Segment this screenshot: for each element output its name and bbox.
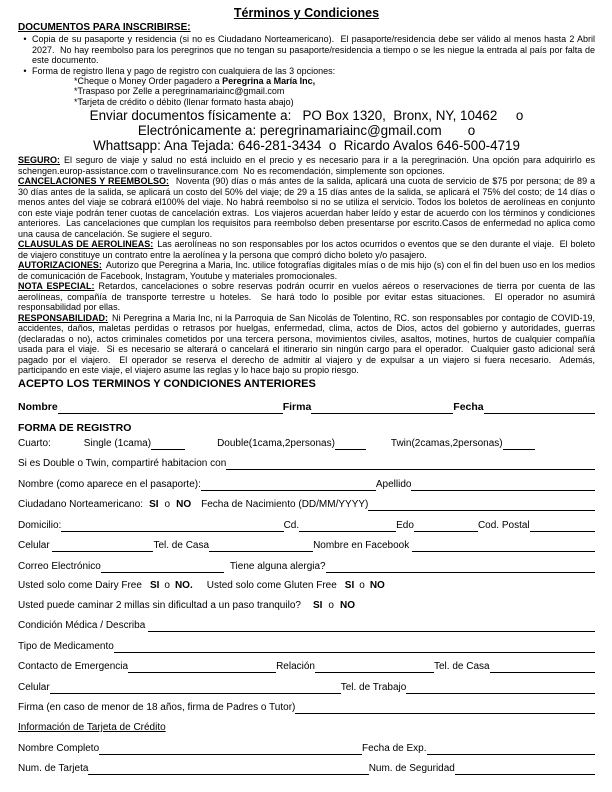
page-title: Términos y Condiciones xyxy=(233,6,380,20)
birthdate-field[interactable] xyxy=(368,498,595,511)
walk-o: o xyxy=(328,599,334,611)
accept-statement: ACEPTO LOS TERMINOS Y CONDICIONES ANTERIORES xyxy=(18,377,316,390)
address-row xyxy=(18,519,595,532)
apellido-field[interactable] xyxy=(411,478,595,491)
celular2-field[interactable] xyxy=(50,681,341,694)
fecha-label: Fecha xyxy=(453,400,484,413)
nombre-line[interactable] xyxy=(58,401,283,414)
condicion-label: Condición Médica / Describa xyxy=(18,620,149,632)
correo-label: Correo Electrónico xyxy=(18,560,101,572)
bullet-passport-text: Copia de su pasaporte y residencia (si no es Ciudadano Norteamericano). El pasaporte/residencia debe ser válido al menos hasta 2 Abril 2027. No hay reembolso para los peregrinos que no tengan su pasaporte/residencia a tiempo o se les niegue la entrada al país por falta de este documento. xyxy=(32,34,598,65)
roommate-label: Si es Double o Twin, compartiré habitacion con xyxy=(18,458,227,470)
correo-field[interactable] xyxy=(101,560,224,573)
phone-row xyxy=(18,539,595,552)
medicamento-field[interactable] xyxy=(114,640,595,653)
passport-name-label: Nombre (como aparece en el pasaporte): xyxy=(18,478,201,490)
payment-option-card: *Tarjeta de crédito o débito (llenar formato hasta abajo) xyxy=(74,96,294,107)
relacion-field[interactable] xyxy=(315,660,434,673)
citizen-label: Ciudadano Norteamericano: xyxy=(18,499,144,511)
walk-no-option[interactable]: NO xyxy=(339,599,355,611)
diet-row xyxy=(18,580,595,592)
section-seguro: SEGURO: El seguro de viaje y salud no está incluido en el precio y es necesario para ir a la peregrinación. Una opción para adquirirlo es schengen.europ-assistance.com o travelinsurance.com No es recomendación, simplemente son opciones. xyxy=(18,155,598,176)
walk-label: Usted puede caminar 2 millas sin dificultad a un paso tranquilo? xyxy=(18,599,301,611)
tel-casa2-field[interactable] xyxy=(490,660,595,673)
name-row xyxy=(18,478,595,491)
num-tarjeta-label: Num. de Tarjeta xyxy=(18,763,89,775)
signature-row xyxy=(18,401,595,414)
facebook-label: Nombre en Facebook xyxy=(313,540,413,552)
section-autorizaciones-label: AUTORIZACIONES: xyxy=(18,260,102,271)
tel-casa-label: Tel. de Casa xyxy=(153,540,210,552)
section-autorizaciones: AUTORIZACIONES: Autorizo que Peregrina a Maria, Inc. utilice fotografías digitales mías o de mis hijo (s) con el fin del buen uso en los medios de comunicación de Facebook, Instagram, Youtube y materiales promocionales. xyxy=(18,260,598,281)
emergencia-field[interactable] xyxy=(128,660,276,673)
section-cancelaciones: CANCELACIONES Y REEMBOLSO: Noventa (90) días o más antes de la salida, aplicará una cuota de servicio de $75 por persona; de 89 a 30 días antes de la salida, se aplicará un costo del 50% del viaje; de 29 a 15 días antes de la salida, se aplicará el 75% del costo; de 14 días o menos antes del viaje se cobrará el100% del viaje. No habrá reembolso si no se utiliza el servicio. Todos los boletos de aerolíneas en conjunto con este viaje podrán tener cuotas de cancelación extras. Los viajeros acuerdan haber leído y estar de acuerdo con los términos y condiciones anteriores. Las cancelaciones que cumplan los requisitos para reembolso deben presentarse por escrito.Casos de enfermedad no aplica como una causa de cancelación. Se sugiere el seguro. xyxy=(18,176,598,239)
option-double[interactable]: Double(1cama,2personas) xyxy=(217,437,335,449)
section-seguro-label: SEGURO: xyxy=(18,155,61,166)
walk-si-option[interactable]: SI xyxy=(312,599,323,611)
twin-blank[interactable] xyxy=(503,437,535,450)
firma-menor-label: Firma (en caso de menor de 18 años, firma de Padres o Tutor) xyxy=(18,702,296,714)
section-responsabilidad: RESPONSABILIDAD: Ni Peregrina a Maria Inc, ni la Parroquia de San Nicolás de Tolentino, RC. son responsables por contagio de COVID-19, accidentes, daños, maletas perdidas o retrasos por huelgas, enfermedad, clima, actos de Dios, actos del gobierno y autoridades, guerras (declaradas o no), actos criminales cometidos por una tercera persona, movimientos civiles, asaltos, motines, hurtos de cualquier compañía usada para el viaje. Si es necesario se alterará o cancelará el itinerario sin ningún cargo para el operador. Cualquier gasto adicional será pagado por el viajero. El operador se reserva el derecho de admitir al viajero y de expulsar a un viajero si fuera necesario. Además, participando en este viaje, el viajero asume las reglas y lo hace bajo su propio riesgo. xyxy=(18,312,598,376)
num-seguridad-field[interactable] xyxy=(455,762,595,775)
section-clausulas-label: CLAUSULAS DE AEROLINEAS: xyxy=(18,239,154,250)
firma-line[interactable] xyxy=(311,401,453,414)
send-whatsapp-line: Whattsapp: Ana Tejada: 646-281-3434 o Ricardo Avalos 646-500-4719 xyxy=(93,138,520,154)
room-type-row xyxy=(18,437,595,450)
walk-row xyxy=(18,600,595,612)
email-row xyxy=(18,560,595,573)
emergency-contact-row xyxy=(18,660,595,673)
medical-condition-row xyxy=(18,619,595,632)
dairy-o: o xyxy=(164,580,170,592)
nombre-completo-label: Nombre Completo xyxy=(18,742,100,754)
send-physical-line: Enviar documentos físicamente a: PO Box 1320, Bronx, NY, 10462 o xyxy=(89,108,524,124)
celular-field[interactable] xyxy=(52,539,153,552)
relacion-label: Relación xyxy=(276,661,315,673)
cuarto-label: Cuarto: xyxy=(18,437,51,449)
tel-trabajo-field[interactable] xyxy=(406,681,595,694)
send-electronic-line: Electrónicamente a: peregrinamariainc@gmail.com o xyxy=(137,123,476,139)
bullet-registration-text: Forma de registro llena y pago de registro con cualquiera de las 3 opciones: xyxy=(32,65,336,76)
gluten-o: o xyxy=(359,580,365,592)
apellido-label: Apellido xyxy=(375,478,412,490)
cod-postal-field[interactable] xyxy=(530,519,595,532)
passport-name-field[interactable] xyxy=(201,478,376,491)
alergia-field[interactable] xyxy=(326,560,595,573)
num-seguridad-label: Num. de Seguridad xyxy=(368,763,455,775)
citizen-row xyxy=(18,498,595,511)
send-documents-block xyxy=(18,108,595,153)
credit-card-heading: Información de Tarjeta de Crédito xyxy=(18,722,166,734)
payment-option-zelle: *Traspaso por Zelle a peregrinamariainc@gmail.com xyxy=(74,86,285,97)
gluten-no-option[interactable]: NO xyxy=(369,580,385,592)
celular-label: Celular xyxy=(18,540,53,552)
cd-field[interactable] xyxy=(299,519,396,532)
card-number-row xyxy=(18,762,595,775)
payment-option-check: *Cheque o Money Order pagadero a Peregrina a María Inc, xyxy=(74,76,316,86)
facebook-field[interactable] xyxy=(412,539,595,552)
firma-menor-field[interactable] xyxy=(295,701,595,714)
celular2-label: Celular xyxy=(18,681,50,693)
condicion-field[interactable] xyxy=(148,619,595,632)
nombre-label: Nombre xyxy=(18,400,58,413)
bullet-registration xyxy=(18,66,595,77)
tel-casa-field[interactable] xyxy=(209,539,313,552)
minor-signature-row xyxy=(18,701,595,714)
emergency-phone-row xyxy=(18,681,595,694)
citizen-si-option[interactable]: SI xyxy=(149,499,159,511)
fecha-exp-label: Fecha de Exp. xyxy=(362,742,427,754)
roommate-row xyxy=(18,457,595,470)
option-twin[interactable]: Twin(2camas,2personas) xyxy=(390,437,503,449)
alergia-label: Tiene alguna alergia? xyxy=(229,560,326,572)
section-cancelaciones-label: CANCELACIONES Y REEMBOLSO: xyxy=(18,176,170,187)
num-tarjeta-field[interactable] xyxy=(88,762,368,775)
section-nota-especial-label: NOTA ESPECIAL: xyxy=(18,281,95,292)
tel-trabajo-label: Tel. de Trabajo xyxy=(340,681,407,693)
firma-label: Firma xyxy=(282,400,312,413)
form-heading: FORMA DE REGISTRO xyxy=(18,421,132,434)
dairy-no-option[interactable]: NO. xyxy=(174,580,193,592)
medication-row xyxy=(18,640,595,653)
citizen-no-option[interactable]: NO xyxy=(176,499,192,511)
gluten-si-option[interactable]: SI xyxy=(344,580,355,592)
section-responsabilidad-label: RESPONSABILIDAD: xyxy=(18,312,109,323)
domicilio-field[interactable] xyxy=(61,519,283,532)
documents-heading: DOCUMENTOS PARA INSCRIBIRSE: xyxy=(18,22,191,33)
nombre-completo-field[interactable] xyxy=(99,742,362,755)
card-name-row xyxy=(18,742,595,755)
dairy-label: Usted solo come Dairy Free xyxy=(18,580,142,592)
cod-postal-label: Cod. Postal xyxy=(477,519,530,531)
roommate-field[interactable] xyxy=(226,457,595,470)
bullet-icon: • xyxy=(23,34,27,44)
fecha-line[interactable] xyxy=(484,401,595,414)
gluten-label: Usted solo come Gluten Free xyxy=(206,580,337,592)
tel-casa2-label: Tel. de Casa xyxy=(434,661,490,673)
citizen-o: o xyxy=(164,499,171,511)
single-blank[interactable] xyxy=(151,437,185,450)
double-blank[interactable] xyxy=(335,437,366,450)
birthdate-label: Fecha de Nacimiento (DD/MM/YYYY) xyxy=(201,499,369,511)
bullet-passport xyxy=(18,34,598,66)
domicilio-label: Domicilio: xyxy=(18,519,62,531)
emergencia-label: Contacto de Emergencia xyxy=(18,661,129,673)
cd-label: Cd. xyxy=(283,519,300,531)
payee-name: Peregrina a María Inc, xyxy=(222,76,316,86)
section-clausulas: CLAUSULAS DE AEROLINEAS: Las aerolíneas no son responsables por los actos ocurridos o eventos que se den durante el viaje. El boleto de viajero constituye un contrato entre la aerolínea y la persona que compró dicho boleto y/o pasajero. xyxy=(18,239,598,260)
edo-label: Edo xyxy=(396,519,414,531)
section-nota-especial: NOTA ESPECIAL: Retardos, cancelaciones o sobre reservas podrán ocurrir en vuelos aéreos o reservaciones de tierra por cuenta de las aerolíneas, compañía de transporte terrestre u hoteles. Se hará todo lo posible por evitar estas situaciones. El operador no asumirá responsabilidad por ellas. xyxy=(18,281,598,313)
edo-field[interactable] xyxy=(414,519,478,532)
dairy-si-option[interactable]: SI xyxy=(149,580,160,592)
bullet-icon: • xyxy=(23,65,27,76)
fecha-exp-field[interactable] xyxy=(427,742,596,755)
option-single[interactable]: Single (1cama) xyxy=(83,437,152,449)
medicamento-label: Tipo de Medicamento xyxy=(18,640,114,652)
